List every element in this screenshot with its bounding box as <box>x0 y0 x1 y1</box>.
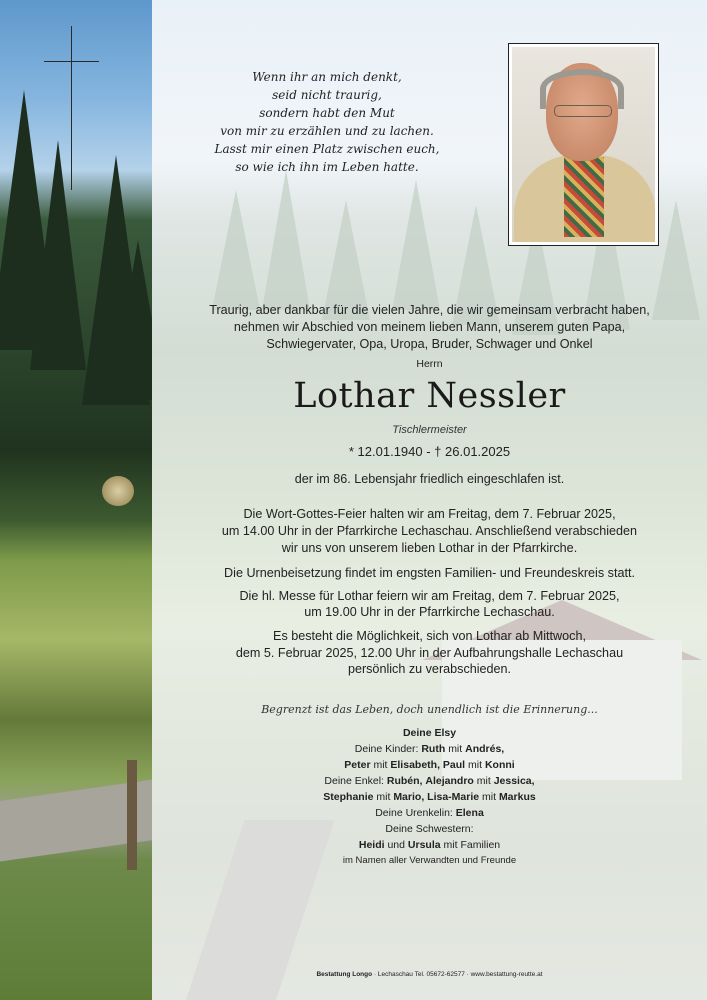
connector: mit <box>373 759 388 771</box>
poem-line: Wenn ihr an mich denkt, <box>252 70 402 84</box>
portrait-photo <box>508 43 659 246</box>
mourner-name: Peter <box>344 759 371 771</box>
farewell-line: Es besteht die Möglichkeit, sich von Lothar ab Mittwoch, <box>273 629 586 643</box>
connector: mit <box>448 743 463 755</box>
poem-line: Lasst mir einen Platz zwischen euch, <box>214 142 440 156</box>
salutation: Herrn <box>416 358 443 370</box>
poem-line: sondern habt den Mut <box>259 106 395 120</box>
poem-line: seid nicht traurig, <box>272 88 382 102</box>
age-line: der im 86. Lebensjahr friedlich eingeschlafen ist. <box>294 472 565 486</box>
intro-line: nehmen wir Abschied von meinem lieben Mann, unserem guten Papa, <box>233 320 626 334</box>
mourners-grandchildren-2 <box>152 791 707 803</box>
great-grandchild-label: Deine Urenkelin: <box>375 807 453 819</box>
relatives-line: im Namen aller Verwandten und Freunde <box>342 855 517 866</box>
service-line: Die Wort-Gottes-Feier halten wir am Freitag, dem 7. Februar 2025, <box>243 507 616 521</box>
urn-line: Die Urnenbeisetzung findet im engsten Familien- und Freundeskreis statt. <box>224 566 635 580</box>
mass-line: um 19.00 Uhr in der Pfarrkirche Lechaschau. <box>304 605 555 619</box>
service-line: wir uns von unserem lieben Lothar in der Pfarrkirche. <box>281 541 578 555</box>
cross-icon <box>71 26 72 190</box>
mourner-name: Lisa-Marie <box>427 791 480 803</box>
poem-line: von mir zu erzählen und zu lachen. <box>220 124 434 138</box>
poem <box>212 68 442 176</box>
children-label: Deine Kinder: <box>354 743 419 755</box>
mourner-name: Ursula <box>407 839 441 851</box>
funeral-home-name: Bestattung Longo <box>316 971 373 978</box>
mourner-name: Rubén, <box>386 775 423 787</box>
mourners-great-grandchild <box>152 807 707 819</box>
connector: mit <box>476 775 491 787</box>
funeral-home-details: · Lechaschau Tel. 05672-62577 · www.bestattung-reutte.at <box>372 971 543 978</box>
mourners-children <box>152 743 707 755</box>
mourner-name: Konni <box>484 759 515 771</box>
farewell-line: dem 5. Februar 2025, 12.00 Uhr in der Aufbahrungshalle Lechaschau <box>235 646 624 660</box>
poem-line: so wie ich ihn im Leben hatte. <box>235 160 419 174</box>
mourners-grandchildren <box>152 775 707 787</box>
profession: Tischlermeister <box>392 424 467 436</box>
connector: mit <box>468 759 483 771</box>
mourners-children-2 <box>152 759 707 771</box>
tree-trunk <box>127 760 137 870</box>
intro-line: Schwiegervater, Opa, Uropa, Bruder, Schwager und Onkel <box>266 337 593 351</box>
intro-line: Traurig, aber dankbar für die vielen Jahre, die wir gemeinsam verbracht haben, <box>209 303 650 317</box>
connector: mit <box>482 791 497 803</box>
mourners-sisters <box>152 839 707 851</box>
farewell-line: persönlich zu verabschieden. <box>347 662 512 676</box>
hay-bale <box>102 476 134 506</box>
landscape-photo-strip <box>0 0 152 1000</box>
mourner-name: Paul <box>442 759 466 771</box>
closing-quote: Begrenzt ist das Leben, doch unendlich ist die Erinnerung... <box>261 703 598 716</box>
connector: und <box>387 839 405 851</box>
sisters-label: Deine Schwestern: <box>385 823 474 835</box>
mourner-name: Stephanie <box>323 791 374 803</box>
connector: mit <box>376 791 391 803</box>
mourner-name: Heidi <box>358 839 385 851</box>
connector: mit Familien <box>443 839 501 851</box>
mourner-name: Markus <box>498 791 536 803</box>
life-dates: * 12.01.1940 - † 26.01.2025 <box>348 444 511 459</box>
mourner-name: Elena <box>455 807 484 819</box>
service-line: um 14.00 Uhr in der Pfarrkirche Lechaschau. Anschließend verabschieden <box>221 524 638 538</box>
mourner-name: Mario, <box>393 791 425 803</box>
mourner-name: Elisabeth, <box>390 759 440 771</box>
mourner-name: Jessica, <box>493 775 535 787</box>
grandchildren-label: Deine Enkel: <box>324 775 384 787</box>
mourner-name: Alejandro <box>425 775 474 787</box>
cross-icon-bar <box>44 61 99 62</box>
mourner-name: Ruth <box>421 743 446 755</box>
funeral-home-footer <box>152 971 707 978</box>
mourner-name: Andrés, <box>465 743 505 755</box>
deceased-name: Lothar Nessler <box>293 376 566 416</box>
mass-line: Die hl. Messe für Lothar feiern wir am Freitag, dem 7. Februar 2025, <box>239 589 620 603</box>
mourner-wife: Deine Elsy <box>402 727 457 739</box>
